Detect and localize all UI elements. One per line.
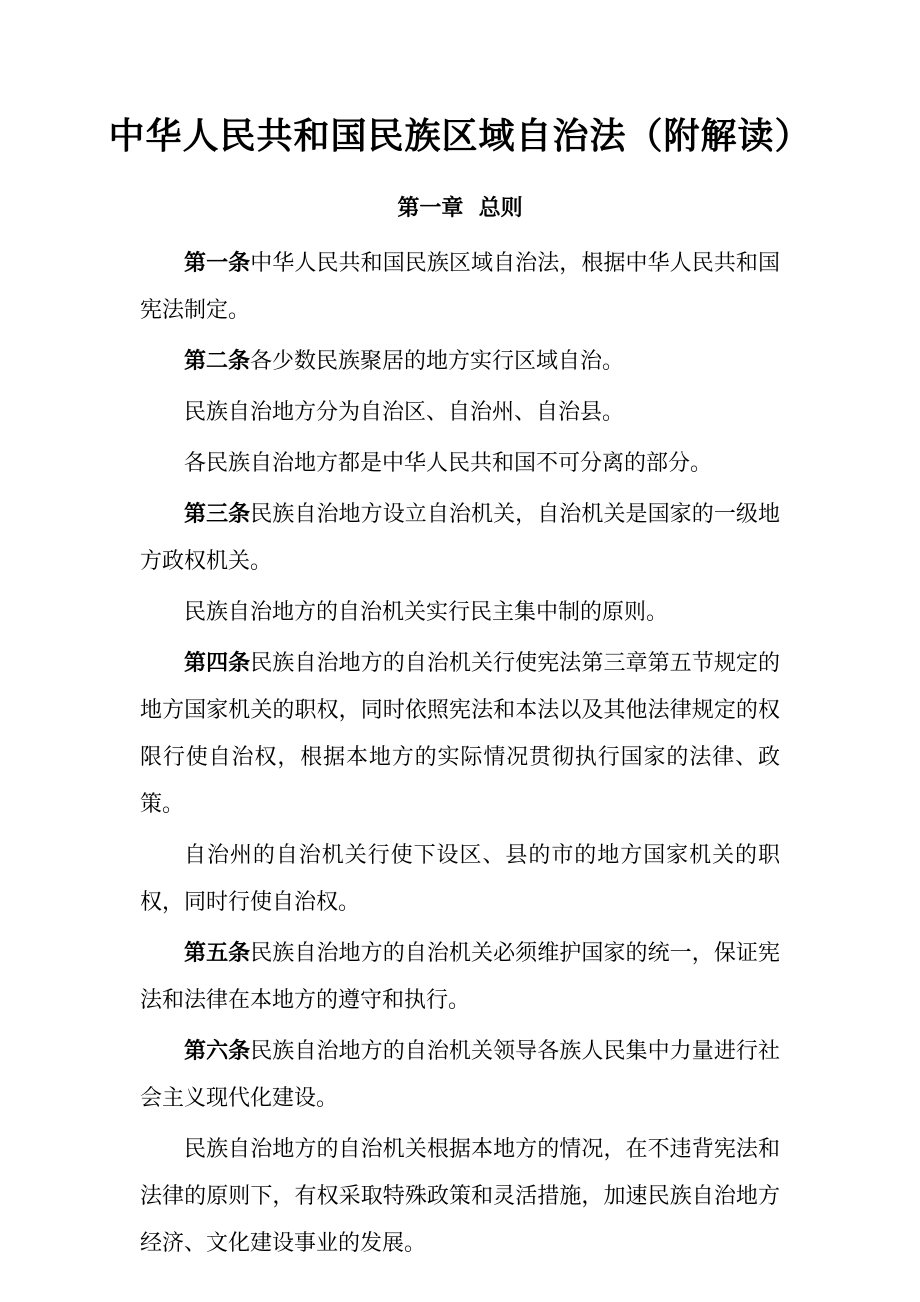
article-label: 第五条 bbox=[184, 941, 251, 966]
document-title: 中华人民共和国民族区域自治法（附解读） bbox=[108, 116, 812, 157]
article-label: 第三条 bbox=[184, 502, 251, 527]
article-label: 第一条 bbox=[184, 251, 251, 276]
clause-text: 自治州的自治机关行使下设区、县的市的地方国家机关的职权，同时行使自治权。 bbox=[140, 843, 780, 915]
article-text: 中华人民共和国民族区域自治法，根据中华人民共和国宪法制定。 bbox=[140, 251, 780, 323]
clause-paragraph bbox=[140, 589, 780, 636]
article-paragraph bbox=[140, 240, 780, 334]
article-paragraph bbox=[140, 1028, 780, 1122]
article-paragraph bbox=[140, 640, 780, 828]
clause-text: 民族自治地方的自治机关根据本地方的情况，在不违背宪法和法律的原则下，有权采取特殊政策和灵活措施，加速民族自治地方经济、文化建设事业的发展。 bbox=[140, 1137, 780, 1256]
article-label: 第四条 bbox=[184, 651, 251, 676]
article-text: 民族自治地方的自治机关行使宪法第三章第五节规定的地方国家机关的职权，同时依照宪法和本法以及其他法律规定的权限行使自治权，根据本地方的实际情况贯彻执行国家的法律、政策。 bbox=[140, 651, 780, 817]
clause-paragraph bbox=[140, 389, 780, 436]
clause-text: 民族自治地方分为自治区、自治州、自治县。 bbox=[184, 400, 625, 425]
article-text: 民族自治地方的自治机关领导各族人民集中力量进行社会主义现代化建设。 bbox=[140, 1039, 780, 1111]
article-text: 各少数民族聚居的地方实行区域自治。 bbox=[250, 349, 625, 374]
document-body bbox=[140, 240, 780, 1267]
article-text: 民族自治地方的自治机关必须维护国家的统一，保证宪法和法律在本地方的遵守和执行。 bbox=[140, 941, 780, 1013]
chapter-heading: 第一章 总则 bbox=[397, 196, 523, 221]
article-paragraph bbox=[140, 338, 780, 385]
article-label: 第二条 bbox=[184, 349, 251, 374]
clause-paragraph bbox=[140, 832, 780, 926]
clause-paragraph bbox=[140, 440, 780, 487]
article-paragraph bbox=[140, 491, 780, 585]
clause-paragraph bbox=[140, 1126, 780, 1267]
clause-text: 各民族自治地方都是中华人民共和国不可分离的部分。 bbox=[184, 451, 713, 476]
article-text: 民族自治地方设立自治机关，自治机关是国家的一级地方政权机关。 bbox=[140, 502, 780, 574]
clause-text: 民族自治地方的自治机关实行民主集中制的原则。 bbox=[184, 600, 669, 625]
article-paragraph bbox=[140, 930, 780, 1024]
article-label: 第六条 bbox=[184, 1039, 251, 1064]
